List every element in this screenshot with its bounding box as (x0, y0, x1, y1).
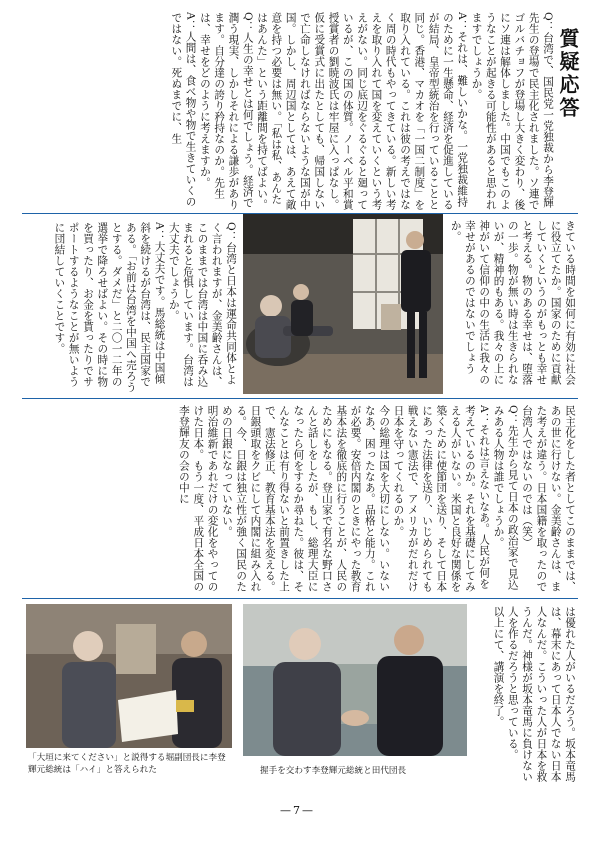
taiwan-japan-qa-text: Q：台湾と日本は運命共同体とよく言われますが、金美齢さんは、このままでは台湾は中国に呑み込まれると危惧しています。台湾は大丈夫でしょうか。 A：大丈夫です。馬総統は中国傾斜を続けるが台湾は、民主国家である。「お前は台湾を中国へ売ろうとする。ダメだ」と二〇一二年の選挙で降ろせばよい。その時に物を買ったり、お金を貰ったりでサポートするようなことが無いように団結していくことです。 (53, 222, 237, 393)
meeting-photo (243, 214, 443, 394)
right-photo-caption: 握手を交わす李登輝元総統と田代団長 (260, 766, 407, 776)
closing-text: は優れた人がいるだろう。坂本竜馬は、幕末にあって日本人でない日本人なんだ。こういった人が日本を救うんだ。神様が坂本竜馬に負けない人を作るだろうと思っている。 以上にて、講演を終了。 (492, 606, 576, 782)
section-heading: 質疑応答 (556, 28, 580, 120)
handshake-scene-image (243, 604, 467, 756)
meeting-scene-image (243, 214, 443, 394)
handshake-photo (243, 604, 467, 756)
persuasion-scene-image (26, 604, 232, 748)
page-number: —7— (280, 804, 315, 817)
persuasion-photo (26, 604, 232, 748)
divider-middle (22, 398, 578, 399)
left-photo-caption: 「大垣に来てください」と説得する堀副団長に李登輝元総統は「ハイ」と答えられた (28, 753, 226, 775)
divider-lower (22, 598, 578, 599)
faith-answer-text: きている時間を如何に有効に社会に役立てたか。国家のために貢献していくというのがもっとも幸せと考える。物のある幸せは、堕落の一歩。物が無い時は生きられないが、精神的もある。我々の上に神がいて信仰の中の生活に我々の幸せがあるのではないでしょうか。 (449, 220, 576, 385)
politician-qa-text: 民主化をした者としてこのままでは、あの世に行けない。金美齢さんは、また考えが違う。日本国籍を取ったので台湾人ではないのでは（笑） Q：先生から見て日本の政治家で見込みある人物は誰でしょうか。 A：それは言えないなあ。人民が何を考えているのか。それを基礎にしてみえる人がいない。米国と良好な関係を築くために使節団を送り、そして日本にあった法律を送り、いじめられても戦えない憲法で、アメリカがだれだけ日本を守ってくれるのか。 今の総理は国を大切にしない。いないなあ、困ったなあ。品格と能力。これが必要。安倍内閣のときにやった教育基本法を徹底的に行うことが、人民のためにもなる。登山家で有名な野口さんと話しをしたが、もし、総理大臣になったら何をするか尋ねた。彼は、そんなことは有り得ないと前置きした上で、憲法修正、教育基本法を変える。日銀頭取をクビにして内閣に組み入れる。今、日銀は独立性が強く国民のための日銀になっていない。 明治維新であれだけの変化をやってのけた日本。もう一度、平成日本全国の李登輝友の会の中に (177, 405, 576, 592)
top-qa-text: Q：台湾で、国民党一党独裁から李登輝先生の登場で民主化されました。ソ連でゴルバチョフが登場し大きく変わり、後にソ連は解体しました。中国でもこのようなことが起きる可能性があると思われますでしょうか。 A：それは、難しいかな。一党独裁維持のために一生懸命、経済を促進しているが結局、皇帝型統治を行っていることと同じ。香港、マカオを「一国二制度」を取り入れている。これは彼の考えではなく周の時代もやってきている。新しい考えを取り入れて国を変えていくという考えがない。同じ底辺をぐるぐると廻っているが、この国の体質。ノーベル平和賞授賞者の劉暁波氏は牢屋に入っぱなし。仮に受賞式に出たとしても、帰国しないで亡命しなければならないような国が中国。しかし、周辺国としては、あえて敵意を持つ必要は無い。「私は私、あんたはあんた」という距離間を持てばよい。 Q：人生の幸せとは何でしょう。経済で潤う現実、しかしそれによる謙歩があります。自分達の誇り矜持なのか。先生は、幸せをどのように考えますか。 A：人間は、食べ物や物で生きていくのではない。死ぬまでに、生 (170, 12, 554, 210)
